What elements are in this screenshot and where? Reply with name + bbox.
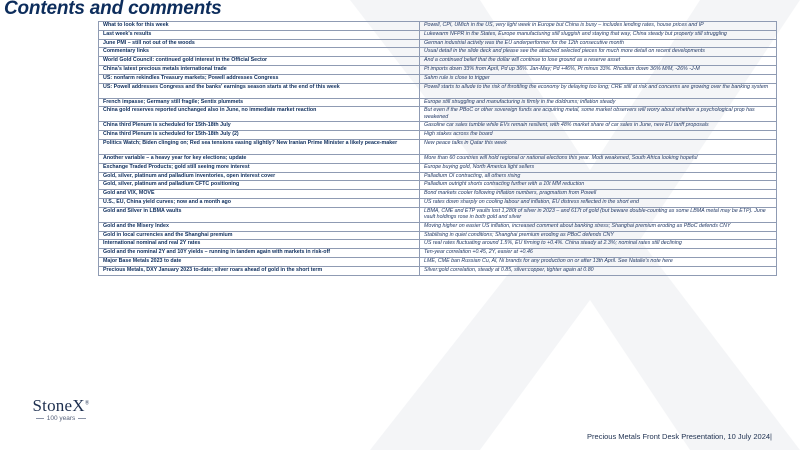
table-row bbox=[99, 249, 777, 258]
topic-cell: Precious Metals, DXY January 2023 to-date; silver roars ahead of gold in the short term bbox=[99, 266, 420, 275]
topic-cell: What to look for this week bbox=[99, 22, 420, 31]
table-row bbox=[99, 172, 777, 181]
topic-cell: US: Powell addresses Congress and the banks' earnings season starts at the end of this week bbox=[99, 83, 420, 98]
topic-cell: Commentary links bbox=[99, 48, 420, 57]
table-row bbox=[99, 207, 777, 222]
logo-dash-right bbox=[78, 418, 86, 419]
table-row bbox=[99, 39, 777, 48]
topic-cell: Gold in local currencies and the Shanghai premium bbox=[99, 231, 420, 240]
logo-dash-left bbox=[36, 418, 44, 419]
comment-cell: LBMA, CME and ETP vaults lost 1,280t of silver in 2023 – and 617t of gold (but beware double-counting as some LBMA metal may be ETP). June vault holdings rose in both gold and silver bbox=[420, 207, 777, 222]
topic-cell: Politics Watch; Biden clinging on; Red sea tensions easing slightly? New Iranian Prime Minister a likely peace-maker bbox=[99, 139, 420, 154]
table-row bbox=[99, 231, 777, 240]
contents-table bbox=[98, 21, 777, 276]
topic-cell: Major Base Metals 2023 to date bbox=[99, 257, 420, 266]
table-row bbox=[99, 154, 777, 163]
table-row bbox=[99, 240, 777, 249]
table-row bbox=[99, 198, 777, 207]
topic-cell: Gold and VIX, MOVE bbox=[99, 190, 420, 199]
table-row bbox=[99, 48, 777, 57]
logo-trademark: ® bbox=[84, 400, 90, 407]
table-row bbox=[99, 266, 777, 275]
topic-cell: World Gold Council: continued gold interest in the Official Sector bbox=[99, 57, 420, 66]
page-title: Contents and comments bbox=[4, 0, 222, 19]
table-row bbox=[99, 222, 777, 231]
topic-cell: Gold and the Misery Index bbox=[99, 222, 420, 231]
table-row bbox=[99, 122, 777, 131]
comment-cell: Stabilising in quiet conditions; Shanghai premium eroding as PBoC defends CNY bbox=[420, 231, 777, 240]
topic-cell: China third Plenum is scheduled for 15th-18th July (2) bbox=[99, 131, 420, 140]
table-row bbox=[99, 190, 777, 199]
topic-cell: June PMI – still not out of the woods bbox=[99, 39, 420, 48]
comment-cell: Powell, CPI, UMich in the US, very light week in Europe but China is busy – includes lending rates, house prices and IP bbox=[420, 22, 777, 31]
comment-cell: Europe still struggling and manufacturing is firmly in the doldrums; inflation steady bbox=[420, 98, 777, 107]
topic-cell: China third Plenum is scheduled for 15th-18th July bbox=[99, 122, 420, 131]
comment-cell: Sahm rule is close to trigger bbox=[420, 74, 777, 83]
comment-cell: German industrial activity was the EU underperformer for the 12th consecutive month bbox=[420, 39, 777, 48]
table-row bbox=[99, 139, 777, 154]
topic-cell: Another variable – a heavy year for key elections; update bbox=[99, 154, 420, 163]
logo-wordmark: StoneX bbox=[32, 396, 85, 415]
comment-cell: Usual detail in the slide deck and please see the attached selected pieces for much more detail on recent developments bbox=[420, 48, 777, 57]
comment-cell: Silver:gold correlation, steady at 0.85, silver:copper, tighter again at 0.80 bbox=[420, 266, 777, 275]
topic-cell: Gold, silver, platinum and palladium inventories, open interest cover bbox=[99, 172, 420, 181]
comment-cell: Pt imports down 33% from April, Pd up 36%. Jan-May; Pd +46%, Pt minus 33%. Rhodium down 36% M/M, -26% -J-M bbox=[420, 65, 777, 74]
comment-cell: Ten-year correlation +0.45, 2Y, easier at +0.46 bbox=[420, 249, 777, 258]
topic-cell: Exchange Traded Products; gold still seeing more interest bbox=[99, 163, 420, 172]
stonex-logo bbox=[30, 396, 92, 422]
comment-cell: Gasoline car sales tumble while EVs remain resilient, with 48% market share of car sales in June, new EU tariff proposals bbox=[420, 122, 777, 131]
comment-cell: High stakes across the board bbox=[420, 131, 777, 140]
comment-cell: US real rates fluctuating around 1.5%, EU firming to +0.4%. China steady at 2.3%; nominal rates still declining bbox=[420, 240, 777, 249]
topic-cell: China's latest precious metals international trade bbox=[99, 65, 420, 74]
table-row bbox=[99, 30, 777, 39]
table-row bbox=[99, 181, 777, 190]
comment-cell: But even if the PBoC or other sovereign funds are acquiring metal, some market observers will worry about whether a psychological prop has weakened bbox=[420, 107, 777, 122]
table-row bbox=[99, 83, 777, 98]
table-row bbox=[99, 107, 777, 122]
comment-cell: And a continued belief that the dollar will continue to lose ground as a reserve asset bbox=[420, 57, 777, 66]
comment-cell: Moving higher on easier US inflation, increased comment about banking stress; Shanghai premium eroding as PBoC defends CNY bbox=[420, 222, 777, 231]
comment-cell: Powell starts to allude to the risk of throttling the economy by delaying too long; CRE still at risk and concerns are growing over the banking system bbox=[420, 83, 777, 98]
table-row bbox=[99, 163, 777, 172]
topic-cell: China gold reserves reported unchanged also in June, no immediate market reaction bbox=[99, 107, 420, 122]
table-row bbox=[99, 131, 777, 140]
topic-cell: Gold and Silver in LBMA vaults bbox=[99, 207, 420, 222]
table-row bbox=[99, 22, 777, 31]
table-row bbox=[99, 257, 777, 266]
comment-cell: Bond markets cooler following inflation numbers, pragmatism from Powell bbox=[420, 190, 777, 199]
topic-cell: Last week's results bbox=[99, 30, 420, 39]
logo-tagline: 100 years bbox=[46, 415, 76, 422]
topic-cell: U.S., EU, China yield curves; now and a month ago bbox=[99, 198, 420, 207]
table-row bbox=[99, 74, 777, 83]
topic-cell: International nominal and real 2Y rates bbox=[99, 240, 420, 249]
comment-cell: Palladium OI contracting, all others rising bbox=[420, 172, 777, 181]
comment-cell: Europe buying gold, North America light sellers bbox=[420, 163, 777, 172]
comment-cell: US rates down sharply on cooling labour and inflation, EU distress reflected in the short end bbox=[420, 198, 777, 207]
topic-cell: French impasse; Germany still fragile; Sentix plummets bbox=[99, 98, 420, 107]
footer-caption: Precious Metals Front Desk Presentation, 10 July 2024| bbox=[587, 432, 772, 441]
table-row bbox=[99, 57, 777, 66]
table-row bbox=[99, 98, 777, 107]
topic-cell: Gold, silver, platinum and palladium CFTC positioning bbox=[99, 181, 420, 190]
comment-cell: LME, CME ban Russian Cu, Al, Ni brands for any production on or after 13th April. See Natalie's note here bbox=[420, 257, 777, 266]
table-row bbox=[99, 65, 777, 74]
comment-cell: Lukewarm NFPR in the States, Europe manufacturing still sluggish and staying that way, China steady but property still struggling bbox=[420, 30, 777, 39]
comment-cell: Palladium outright shorts contracting further with a 10t MM reduction bbox=[420, 181, 777, 190]
comment-cell: New peace talks in Qatar this week bbox=[420, 139, 777, 154]
topic-cell: Gold and the nominal 2Y and 10Y yields – running in tandem again with markets in risk-off bbox=[99, 249, 420, 258]
comment-cell: More than 60 countries will hold regional or national elections this year. Modi weakened, South Africa looking hopeful bbox=[420, 154, 777, 163]
topic-cell: US: nonfarm rekindles Treasury markets; Powell addresses Congress bbox=[99, 74, 420, 83]
